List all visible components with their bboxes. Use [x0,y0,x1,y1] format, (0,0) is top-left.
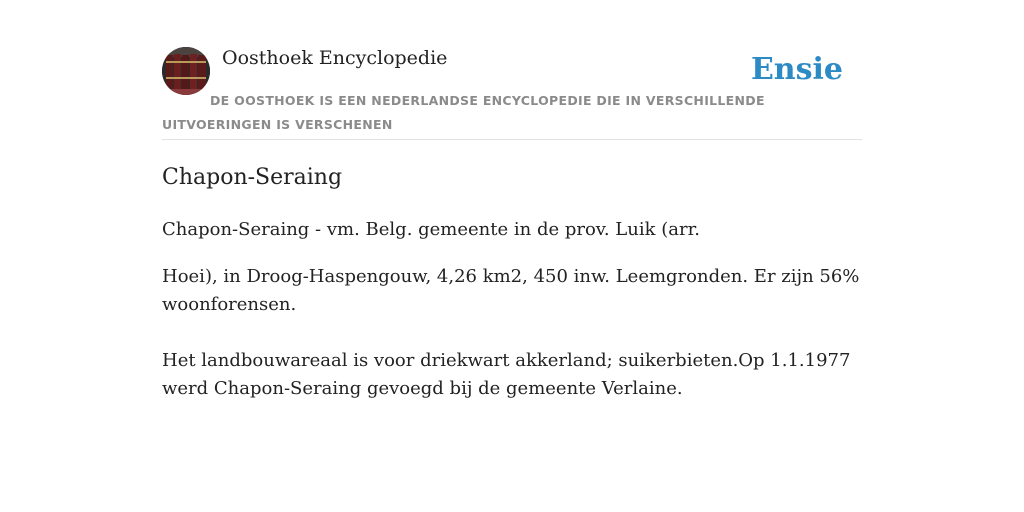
article-header [162,46,862,140]
article-paragraph: Chapon-Seraing - vm. Belg. gemeente in de prov. Luik (arr. [162,219,700,240]
article-title: Chapon-Seraing [162,165,343,190]
source-tagline: DE OOSTHOEK IS EEN NEDERLANDSE ENCYCLOPEDIE DIE IN VERSCHILLENDE UITVOERINGEN IS VERSCHENEN [162,93,765,132]
article-page [162,46,862,399]
article-body [162,216,862,403]
source-name[interactable]: Oosthoek Encyclopedie [222,47,448,69]
article-paragraph: Het landbouwareaal is voor driekwart akkerland; suikerbieten.Op 1.1.1977 werd Chapon-Seraing gevoegd bij de gemeente Verlaine. [162,350,851,399]
ensie-logo-link[interactable]: Ensie [750,52,843,87]
encyclopedia-books-icon[interactable] [162,47,210,95]
article-paragraph: Hoei), in Droog-Haspengouw, 4,26 km2, 450 inw. Leemgronden. Er zijn 56% woonforensen. [162,266,860,315]
